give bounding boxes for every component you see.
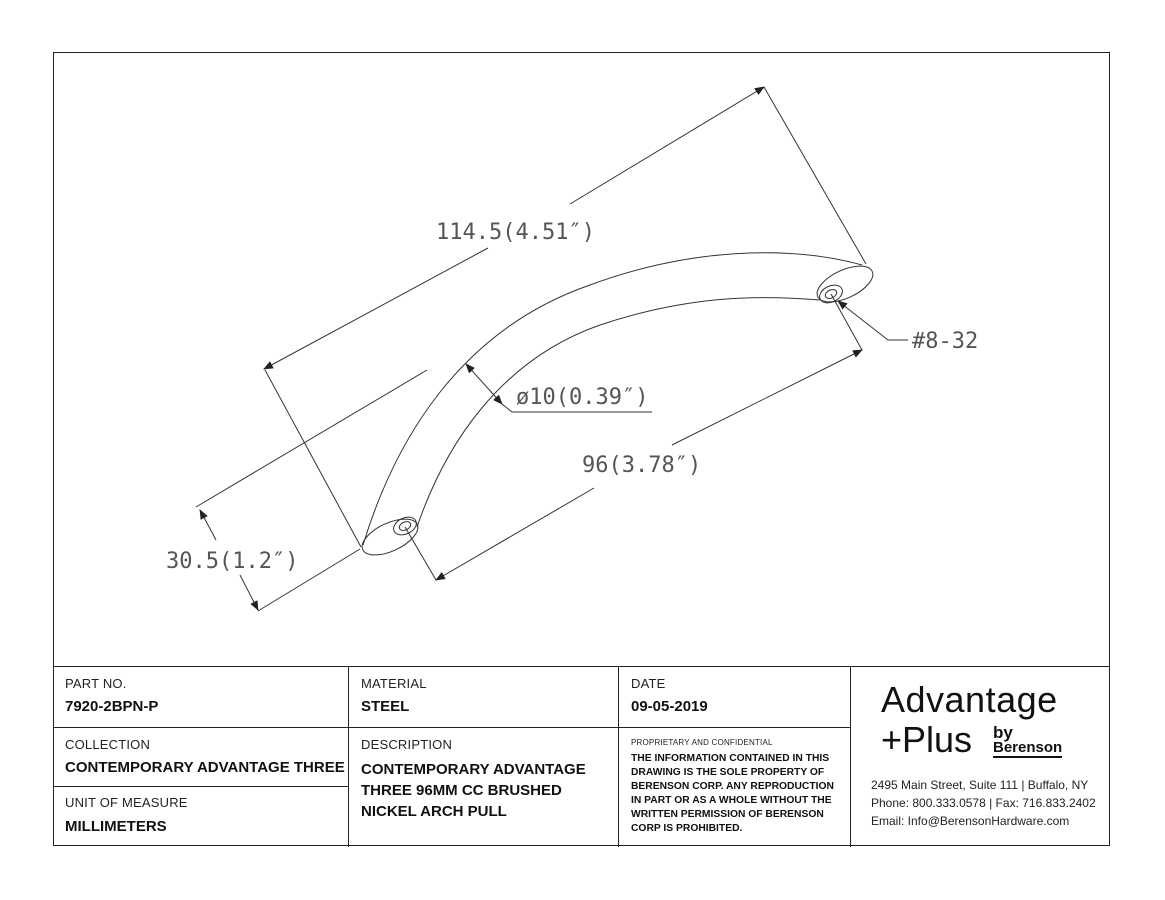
dim-diameter-label: ø10(0.39″) (516, 385, 649, 410)
logo-advantage: Advantage (881, 679, 1058, 720)
divider (618, 667, 619, 847)
part-no-label: PART NO. (65, 676, 127, 691)
divider (53, 727, 850, 728)
collection-label: COLLECTION (65, 737, 151, 752)
description-value: CONTEMPORARY ADVANTAGE THREE 96MM CC BRUSHED NICKEL ARCH PULL (361, 761, 586, 820)
part-no-value: 7920-2BPN-P (65, 698, 159, 715)
dim-thread-label: #8-32 (912, 329, 979, 354)
dim-center-to-center-label: 96(3.78″) (582, 453, 702, 478)
description-label: DESCRIPTION (361, 737, 453, 752)
dim-overall-length-label: 114.5(4.51″) (436, 220, 595, 245)
unit-label: UNIT OF MEASURE (65, 795, 188, 810)
notice-body: THE INFORMATION CONTAINED IN THIS DRAWING IS THE SOLE PROPERTY OF BERENSON CORP. ANY REPRODUCTION IN PART OR AS A WHOLE WITHOUT THE WRITTEN PERMISSION OF BERENSON CORP IS PROHIBITED. (631, 753, 834, 834)
dim-thread-leader (838, 301, 908, 340)
contact-address: 2495 Main Street, Suite 111 | Buffalo, NY (871, 778, 1089, 792)
notice-heading: PROPRIETARY AND CONFIDENTIAL (631, 738, 773, 747)
left-thread-hole-inner (398, 520, 412, 532)
divider (348, 667, 349, 847)
unit-value: MILLIMETERS (65, 818, 167, 835)
left-end-face (357, 512, 423, 563)
contact-phone: Phone: 800.333.0578 | Fax: 716.833.2402 (871, 796, 1096, 810)
material-value: STEEL (361, 698, 410, 715)
logo-by: by (993, 723, 1013, 742)
divider (53, 786, 348, 787)
collection-value: CONTEMPORARY ADVANTAGE THREE (65, 759, 345, 776)
dim-projection-label: 30.5(1.2″) (166, 549, 299, 574)
date-value: 09-05-2019 (631, 698, 708, 715)
logo-plus: +Plus (881, 719, 973, 760)
divider (850, 667, 851, 847)
logo-berenson: Berenson (993, 739, 1063, 756)
title-block (53, 666, 1110, 846)
dim-overall-length (264, 87, 866, 547)
contact-email: Email: Info@BerensonHardware.com (871, 814, 1070, 828)
material-label: MATERIAL (361, 676, 427, 691)
dim-center-to-center (405, 294, 862, 580)
date-label: DATE (631, 676, 666, 691)
dim-projection (196, 370, 427, 611)
